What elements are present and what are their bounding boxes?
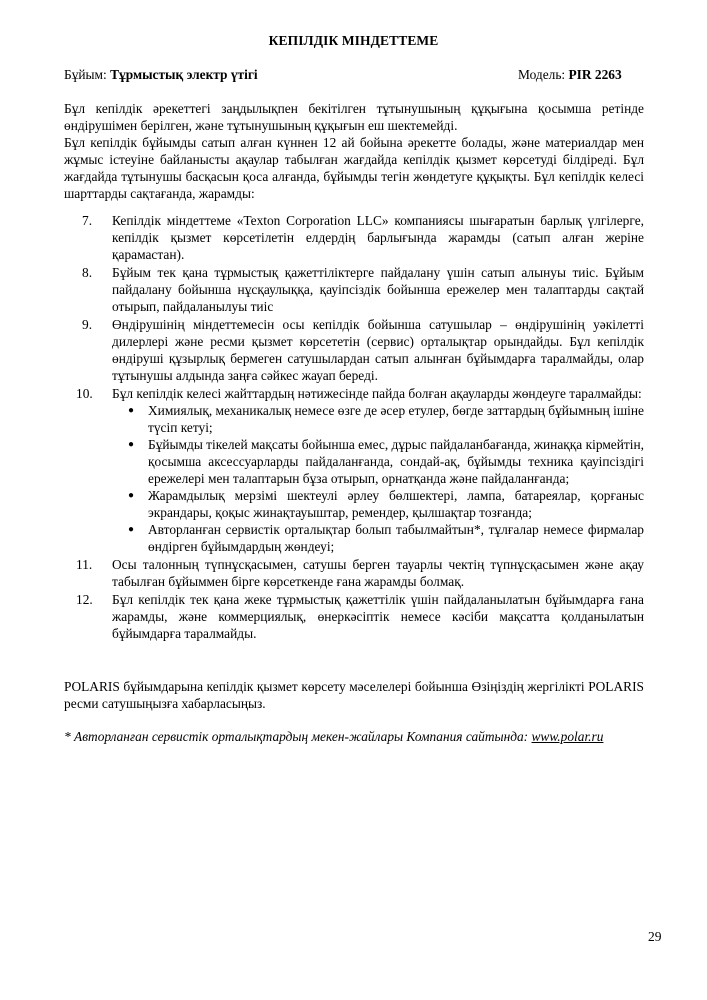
- term-text: Бұл кепілдік тек қана жеке тұрмыстық қажеттілік үшін пайдаланылатын бұйымдарға ғана жарамды, және коммерциялық, өнеркәсіптік немесе кәсіби мақсатта қолданылатын бұйымдарға таралмайды.: [112, 592, 644, 641]
- footnote-text: * Авторланған сервистік орталықтардың мекен-жайлары Компания сайтында:: [64, 729, 532, 744]
- term-item: [64, 264, 644, 315]
- bullet-icon: ●: [128, 439, 135, 450]
- term-text: Бұл кепілдік келесі жайттардың нәтижесінде пайда болған ақауларды жөндеуге таралмайды:: [112, 386, 642, 401]
- term-text: Бұйым тек қана тұрмыстық қажеттіліктерге пайдалану үшін сатып алынуы тиіс. Бұйым пайдалану бойынша нұсқаулыққа, қауіпсіздік бойынша ережелер мен талаптарды сақтай отырып, пайдаланылуы тиіс: [112, 265, 644, 314]
- term-number: 10.: [76, 386, 93, 401]
- item-label: Бұйым:: [64, 67, 111, 82]
- bullet-icon: ●: [128, 490, 135, 501]
- term-number: 11.: [76, 557, 93, 572]
- term-item: [64, 591, 644, 642]
- bullet-icon: ●: [128, 524, 135, 535]
- bullet-icon: ●: [128, 405, 135, 416]
- terms-list: [64, 212, 644, 643]
- page-number: 29: [648, 929, 662, 944]
- term-text: Кепілдік міндеттеме «Texton Corporation LLC» компаниясы шығаратын барлық үлгілерге, кепілдік қызмет көрсетілетін елдердің барлығында жарамды (сатып алған жеріне қарамастан).: [112, 213, 644, 262]
- term-text: Осы талонның түпнұсқасымен, сатушы берген тауарлы чектің түпнұсқасымен және ақау табылған бұйыммен бірге көрсеткенде ғана жарамды болмақ.: [112, 557, 644, 589]
- list-item: [112, 402, 644, 436]
- term-item: [64, 316, 644, 384]
- term-number: 8.: [82, 265, 93, 280]
- term-text: Өндірушінің міндеттемесін осы кепілдік бойынша сатушылар – өндірушінің уәкілетті дилерлері және ресми қызмет көрсететін (сервис) орталықтар орындайды. Бұл кепілдік өндіруші құзырлық бермеген сатушылардан сатып алынған бұйымдарға таралмайды, олар тұтынушы алдында заңға сәйкес жауап береді.: [112, 317, 644, 383]
- model-value: PIR 2263: [568, 67, 622, 82]
- bullet-text: Авторланған сервистік орталықтар болып табылмайтын*, тұлғалар немесе фирмалар өндірген бұйымдардың жөндеуі;: [148, 522, 644, 554]
- term-item: [64, 556, 644, 590]
- page-title: КЕПІЛДІК МІНДЕТТЕМЕ: [268, 33, 439, 48]
- contact-paragraph: POLARIS бұйымдарына кепілдік қызмет көрсету мәселелері бойынша Өзіңіздің жергілікті POLARIS ресми сатушыңызға хабарласыңыз.: [64, 679, 644, 711]
- intro-section: [64, 100, 644, 202]
- intro-paragraph-1: Бұл кепілдік әрекеттегі заңдылықпен бекітілген тұтынушының құқығына қосымша ретінде өндірушімен берілген, және тұтынушының құқығын еш шектемейді.: [64, 101, 644, 133]
- list-item: [112, 487, 644, 521]
- bullet-text: Жарамдылық мерзімі шектеулі әрлеу бөлшектері, лампа, батареялар, қорғаныс экрандары, қоқыс жинақтауыштар, ремендер, қылшақтар тозғанда;: [148, 488, 644, 520]
- model-label: Модель:: [518, 67, 569, 82]
- footnote: [64, 728, 664, 745]
- list-item: [112, 521, 644, 555]
- product-info-line: [64, 66, 642, 83]
- exclusions-list: [112, 402, 644, 555]
- bullet-text: Бұйымды тікелей мақсаты бойынша емес, дұрыс пайдаланбағанда, жинаққа кірмейтін, қосымша аксессуарларды пайдаланғанда, сондай-ақ, бұйымды техника қауіпсіздігі ережелері мен талаптарын бұза отырып, орнатқанда және пайдаланғанда;: [148, 437, 644, 486]
- website-link[interactable]: www.polar.ru: [531, 729, 604, 744]
- model-info: [518, 66, 622, 83]
- term-item: [64, 385, 644, 555]
- list-item: [112, 436, 644, 487]
- term-item: [64, 212, 644, 263]
- bullet-text: Химиялық, механикалық немесе өзге де әсер етулер, бөгде заттардың бұйымның ішіне түсіп кетуі;: [148, 403, 644, 435]
- intro-paragraph-2: Бұл кепілдік бұйымды сатып алған күннен 12 ай бойына әрекетте болады, және материалдар мен жұмыс істеуіне байланысты ақаулар табылған жағдайда кепілдік қызмет көрсетуді білдіреді. Бұл жағдайда тұтынушы басқасын қоса алғанда, бұйымды тегін жөндетуге құқықты. Бұл кепілдік келесі шарттарды сақтағанда, жарамды:: [64, 135, 644, 201]
- term-number: 9.: [82, 317, 93, 332]
- term-number: 7.: [82, 213, 93, 228]
- item-value: Тұрмыстық электр үтігі: [110, 67, 258, 82]
- term-number: 12.: [76, 592, 93, 607]
